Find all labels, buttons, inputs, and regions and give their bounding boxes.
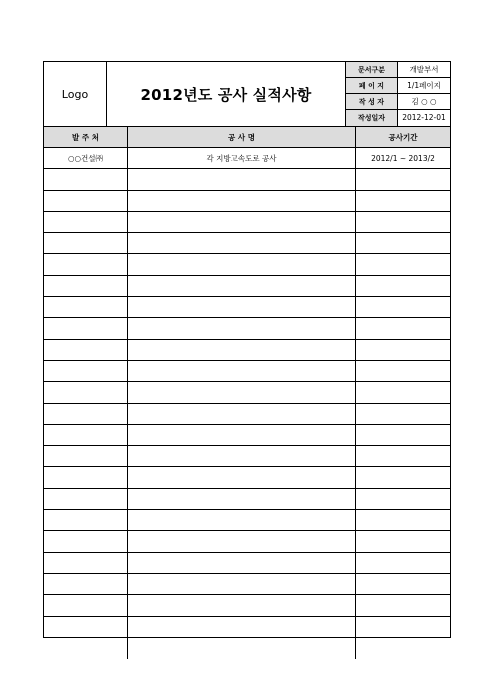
cell-project-name <box>128 467 356 487</box>
cell-client <box>44 638 128 659</box>
meta-row-author <box>346 94 450 110</box>
cell-client <box>44 553 128 573</box>
table-row <box>44 595 450 616</box>
cell-period <box>356 254 450 274</box>
table-row <box>44 404 450 425</box>
table-row <box>44 510 450 531</box>
cell-period <box>356 531 450 551</box>
cell-client <box>44 404 128 424</box>
cell-project-name <box>128 191 356 211</box>
cell-client <box>44 446 128 466</box>
table-row <box>44 489 450 510</box>
cell-project-name <box>128 574 356 594</box>
meta-label: 작성일자 <box>346 110 398 126</box>
cell-period: 2012/1 ~ 2013/2 <box>371 153 435 163</box>
table-row <box>44 446 450 467</box>
cell-client <box>44 617 128 637</box>
cell-period <box>356 574 450 594</box>
document-title: 2012년도 공사 실적사항 <box>106 62 346 126</box>
table-row <box>44 340 450 361</box>
cell-client <box>44 425 128 445</box>
cell-period <box>356 489 450 509</box>
cell-project-name <box>128 595 356 615</box>
table-row <box>44 169 450 190</box>
cell-period <box>356 467 450 487</box>
cell-client <box>44 318 128 338</box>
table-header <box>44 127 450 148</box>
cell-client <box>44 467 128 487</box>
cell-client <box>44 191 128 211</box>
cell-project-name <box>128 361 356 381</box>
cell-client <box>44 276 128 296</box>
cell-client <box>44 595 128 615</box>
cell-project-name <box>128 510 356 530</box>
cell-project-name <box>128 276 356 296</box>
cell-project-name <box>128 169 356 189</box>
cell-client <box>44 297 128 317</box>
cell-period <box>356 553 450 573</box>
meta-label: 페 이 지 <box>346 78 398 93</box>
table-row <box>44 191 450 212</box>
cell-client <box>44 233 128 253</box>
cell-period <box>356 191 450 211</box>
cell-period <box>356 595 450 615</box>
cell-project-name <box>128 318 356 338</box>
cell-period <box>356 510 450 530</box>
table-body <box>44 148 450 637</box>
meta-row-date <box>346 110 450 126</box>
table-row <box>44 212 450 233</box>
cell-project-name <box>128 553 356 573</box>
cell-period <box>356 617 450 637</box>
cell-project-name <box>128 638 356 659</box>
table-row <box>44 233 450 254</box>
column-header-project-name: 공 사 명 <box>128 127 356 147</box>
cell-client <box>44 531 128 551</box>
cell-period <box>356 233 450 253</box>
meta-label: 작 성 자 <box>346 94 398 109</box>
cell-project-name: 각 지방고속도로 공사 <box>128 148 356 168</box>
cell-project-name <box>128 425 356 445</box>
cell-client <box>44 361 128 381</box>
cell-period <box>356 169 450 189</box>
table-row <box>44 467 450 488</box>
table-row <box>44 425 450 446</box>
cell-period <box>356 361 450 381</box>
table-row <box>44 617 450 638</box>
table-row <box>44 148 450 169</box>
cell-client <box>44 510 128 530</box>
cell-project-name <box>128 254 356 274</box>
cell-project-name <box>128 404 356 424</box>
table-row <box>44 276 450 297</box>
cell-project-name <box>128 446 356 466</box>
meta-value: 개발부서 <box>409 65 439 74</box>
cell-period <box>356 276 450 296</box>
column-header-client: 발 주 처 <box>44 127 128 147</box>
cell-period <box>356 318 450 338</box>
cell-period <box>356 425 450 445</box>
document-sheet <box>43 61 451 638</box>
cell-period <box>356 638 450 659</box>
meta-row-page <box>346 78 450 94</box>
cell-client <box>44 489 128 509</box>
cell-client: ○○건설㈜ <box>44 148 128 168</box>
logo: Logo <box>61 87 89 101</box>
column-header-period: 공사기간 <box>388 132 418 142</box>
meta-value: 1/1페이지 <box>407 81 441 90</box>
cell-project-name <box>128 212 356 232</box>
table-row <box>44 574 450 595</box>
cell-project-name <box>128 617 356 637</box>
cell-period <box>356 297 450 317</box>
table-row <box>44 553 450 574</box>
cell-project-name <box>128 382 356 402</box>
cell-client <box>44 212 128 232</box>
meta-value: 2012-12-01 <box>402 113 446 123</box>
table-row <box>44 361 450 382</box>
cell-project-name <box>128 489 356 509</box>
meta-label: 문서구분 <box>346 62 398 77</box>
cell-client <box>44 254 128 274</box>
table-row <box>44 297 450 318</box>
table-row <box>44 638 450 659</box>
meta-row-doc-type <box>346 62 450 78</box>
table-row <box>44 254 450 275</box>
cell-period <box>356 212 450 232</box>
cell-project-name <box>128 233 356 253</box>
document-header <box>44 62 450 127</box>
cell-period <box>356 446 450 466</box>
cell-client <box>44 574 128 594</box>
cell-client <box>44 169 128 189</box>
cell-project-name <box>128 531 356 551</box>
cell-period <box>356 340 450 360</box>
table-row <box>44 382 450 403</box>
meta-value: 김 ○ ○ <box>411 97 437 106</box>
cell-period <box>356 404 450 424</box>
table-row <box>44 318 450 339</box>
table-row <box>44 531 450 552</box>
cell-project-name <box>128 340 356 360</box>
cell-client <box>44 340 128 360</box>
meta-table <box>346 62 450 126</box>
cell-client <box>44 382 128 402</box>
cell-period <box>356 382 450 402</box>
cell-project-name <box>128 297 356 317</box>
